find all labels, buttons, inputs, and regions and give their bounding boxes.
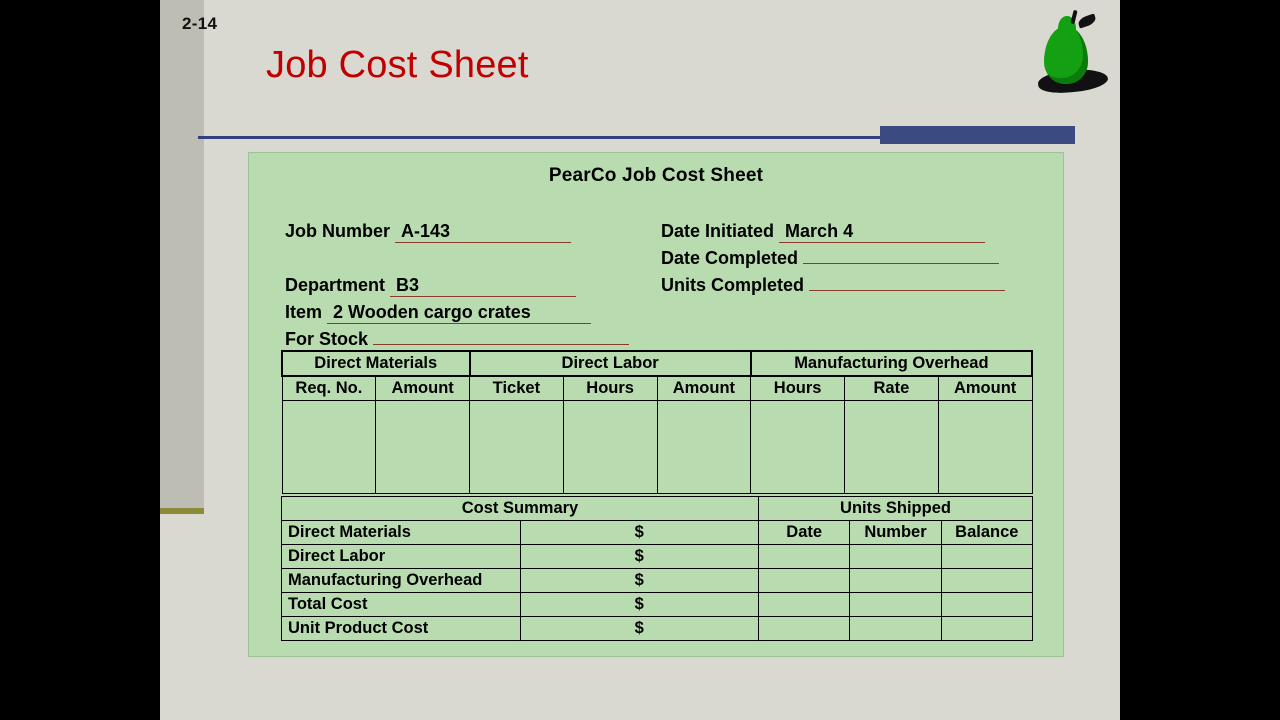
field-date-completed-label: Date Completed — [661, 248, 799, 268]
label-manufacturing-overhead: Manufacturing Overhead — [282, 569, 521, 593]
col-units-date: Date — [759, 521, 850, 545]
pear-stem — [1070, 10, 1077, 25]
pear-leaf — [1077, 13, 1097, 28]
units-cell-balance-2[interactable] — [941, 569, 1032, 593]
summary-table-wrapper — [281, 496, 1033, 641]
sheet-title: PearCo Job Cost Sheet — [548, 165, 764, 186]
cost-detail-table-wrapper — [281, 350, 1033, 494]
cell-moh-hours[interactable] — [751, 401, 845, 494]
col-req-no: Req. No. — [282, 376, 376, 401]
units-cell-number-3[interactable] — [850, 593, 941, 617]
units-cell-date-1[interactable] — [759, 545, 850, 569]
summary-row-unit-product-cost — [282, 617, 1033, 641]
col-dl-hours: Hours — [563, 376, 657, 401]
field-date-completed — [661, 248, 999, 269]
field-job-number-value[interactable]: A-143 — [395, 221, 571, 243]
units-cell-balance-3[interactable] — [941, 593, 1032, 617]
cell-moh-amount[interactable] — [938, 401, 1032, 494]
pear-logo-icon — [1022, 8, 1118, 104]
units-cell-balance-1[interactable] — [941, 545, 1032, 569]
units-cell-balance-4[interactable] — [941, 617, 1032, 641]
title-accent-block — [880, 126, 1075, 144]
cost-detail-entry-row[interactable] — [282, 401, 1032, 494]
label-unit-product-cost: Unit Product Cost — [282, 617, 521, 641]
group-manufacturing-overhead: Manufacturing Overhead — [751, 351, 1032, 376]
cost-detail-group-row — [282, 351, 1032, 376]
field-department-value[interactable]: B3 — [390, 275, 576, 297]
field-units-completed-label: Units Completed — [661, 275, 805, 295]
header-cost-summary: Cost Summary — [282, 497, 759, 521]
cell-moh-rate[interactable] — [845, 401, 939, 494]
units-cell-number-1[interactable] — [850, 545, 941, 569]
col-units-number: Number — [850, 521, 941, 545]
field-for-stock — [285, 329, 629, 350]
units-cell-date-4[interactable] — [759, 617, 850, 641]
cell-req-no[interactable] — [282, 401, 376, 494]
group-direct-labor: Direct Labor — [470, 351, 751, 376]
cost-detail-header-row — [282, 376, 1032, 401]
field-department — [285, 275, 576, 297]
field-job-number-label: Job Number — [285, 221, 391, 241]
amount-total-cost[interactable]: $ — [520, 593, 759, 617]
cell-dm-amount[interactable] — [376, 401, 470, 494]
sheet-fields — [249, 199, 1063, 374]
field-item-label: Item — [285, 302, 323, 322]
col-dl-amount: Amount — [657, 376, 751, 401]
field-for-stock-value[interactable] — [373, 344, 629, 345]
field-for-stock-label: For Stock — [285, 329, 369, 349]
field-units-completed-value[interactable] — [809, 290, 1005, 291]
col-ticket: Ticket — [470, 376, 564, 401]
field-item — [285, 302, 591, 324]
field-item-value[interactable]: 2 Wooden cargo crates — [327, 302, 591, 324]
label-total-cost: Total Cost — [282, 593, 521, 617]
col-moh-rate: Rate — [845, 376, 939, 401]
label-direct-materials: Direct Materials — [282, 521, 521, 545]
summary-row-total-cost — [282, 593, 1033, 617]
summary-row-direct-materials — [282, 521, 1033, 545]
amount-unit-product-cost[interactable]: $ — [520, 617, 759, 641]
col-moh-hours: Hours — [751, 376, 845, 401]
label-direct-labor: Direct Labor — [282, 545, 521, 569]
page-title: Job Cost Sheet — [266, 44, 529, 86]
slide-canvas — [160, 0, 1120, 720]
cell-dl-amount[interactable] — [657, 401, 751, 494]
slide-left-band — [160, 0, 204, 512]
summary-row-manufacturing-overhead — [282, 569, 1033, 593]
units-cell-number-4[interactable] — [850, 617, 941, 641]
field-date-completed-value[interactable] — [803, 263, 999, 264]
cost-detail-table — [281, 350, 1033, 494]
field-job-number — [285, 221, 571, 243]
header-units-shipped: Units Shipped — [759, 497, 1033, 521]
slide-number: 2-14 — [182, 14, 218, 33]
summary-row-direct-labor — [282, 545, 1033, 569]
summary-header-row — [282, 497, 1033, 521]
title-divider — [198, 136, 918, 139]
slide-left-band-accent — [160, 508, 204, 514]
units-cell-date-3[interactable] — [759, 593, 850, 617]
field-date-initiated-label: Date Initiated — [661, 221, 775, 241]
summary-table — [281, 496, 1033, 641]
units-cell-date-2[interactable] — [759, 569, 850, 593]
amount-manufacturing-overhead[interactable]: $ — [520, 569, 759, 593]
amount-direct-materials[interactable]: $ — [520, 521, 759, 545]
col-moh-amount: Amount — [938, 376, 1032, 401]
field-department-label: Department — [285, 275, 386, 295]
field-date-initiated-value[interactable]: March 4 — [779, 221, 985, 243]
field-units-completed — [661, 275, 1005, 296]
group-direct-materials: Direct Materials — [282, 351, 470, 376]
col-dm-amount: Amount — [376, 376, 470, 401]
field-date-initiated — [661, 221, 985, 243]
cell-dl-hours[interactable] — [563, 401, 657, 494]
amount-direct-labor[interactable]: $ — [520, 545, 759, 569]
units-cell-number-2[interactable] — [850, 569, 941, 593]
col-units-balance: Balance — [941, 521, 1032, 545]
job-cost-sheet-panel — [248, 152, 1064, 657]
cell-ticket[interactable] — [470, 401, 564, 494]
